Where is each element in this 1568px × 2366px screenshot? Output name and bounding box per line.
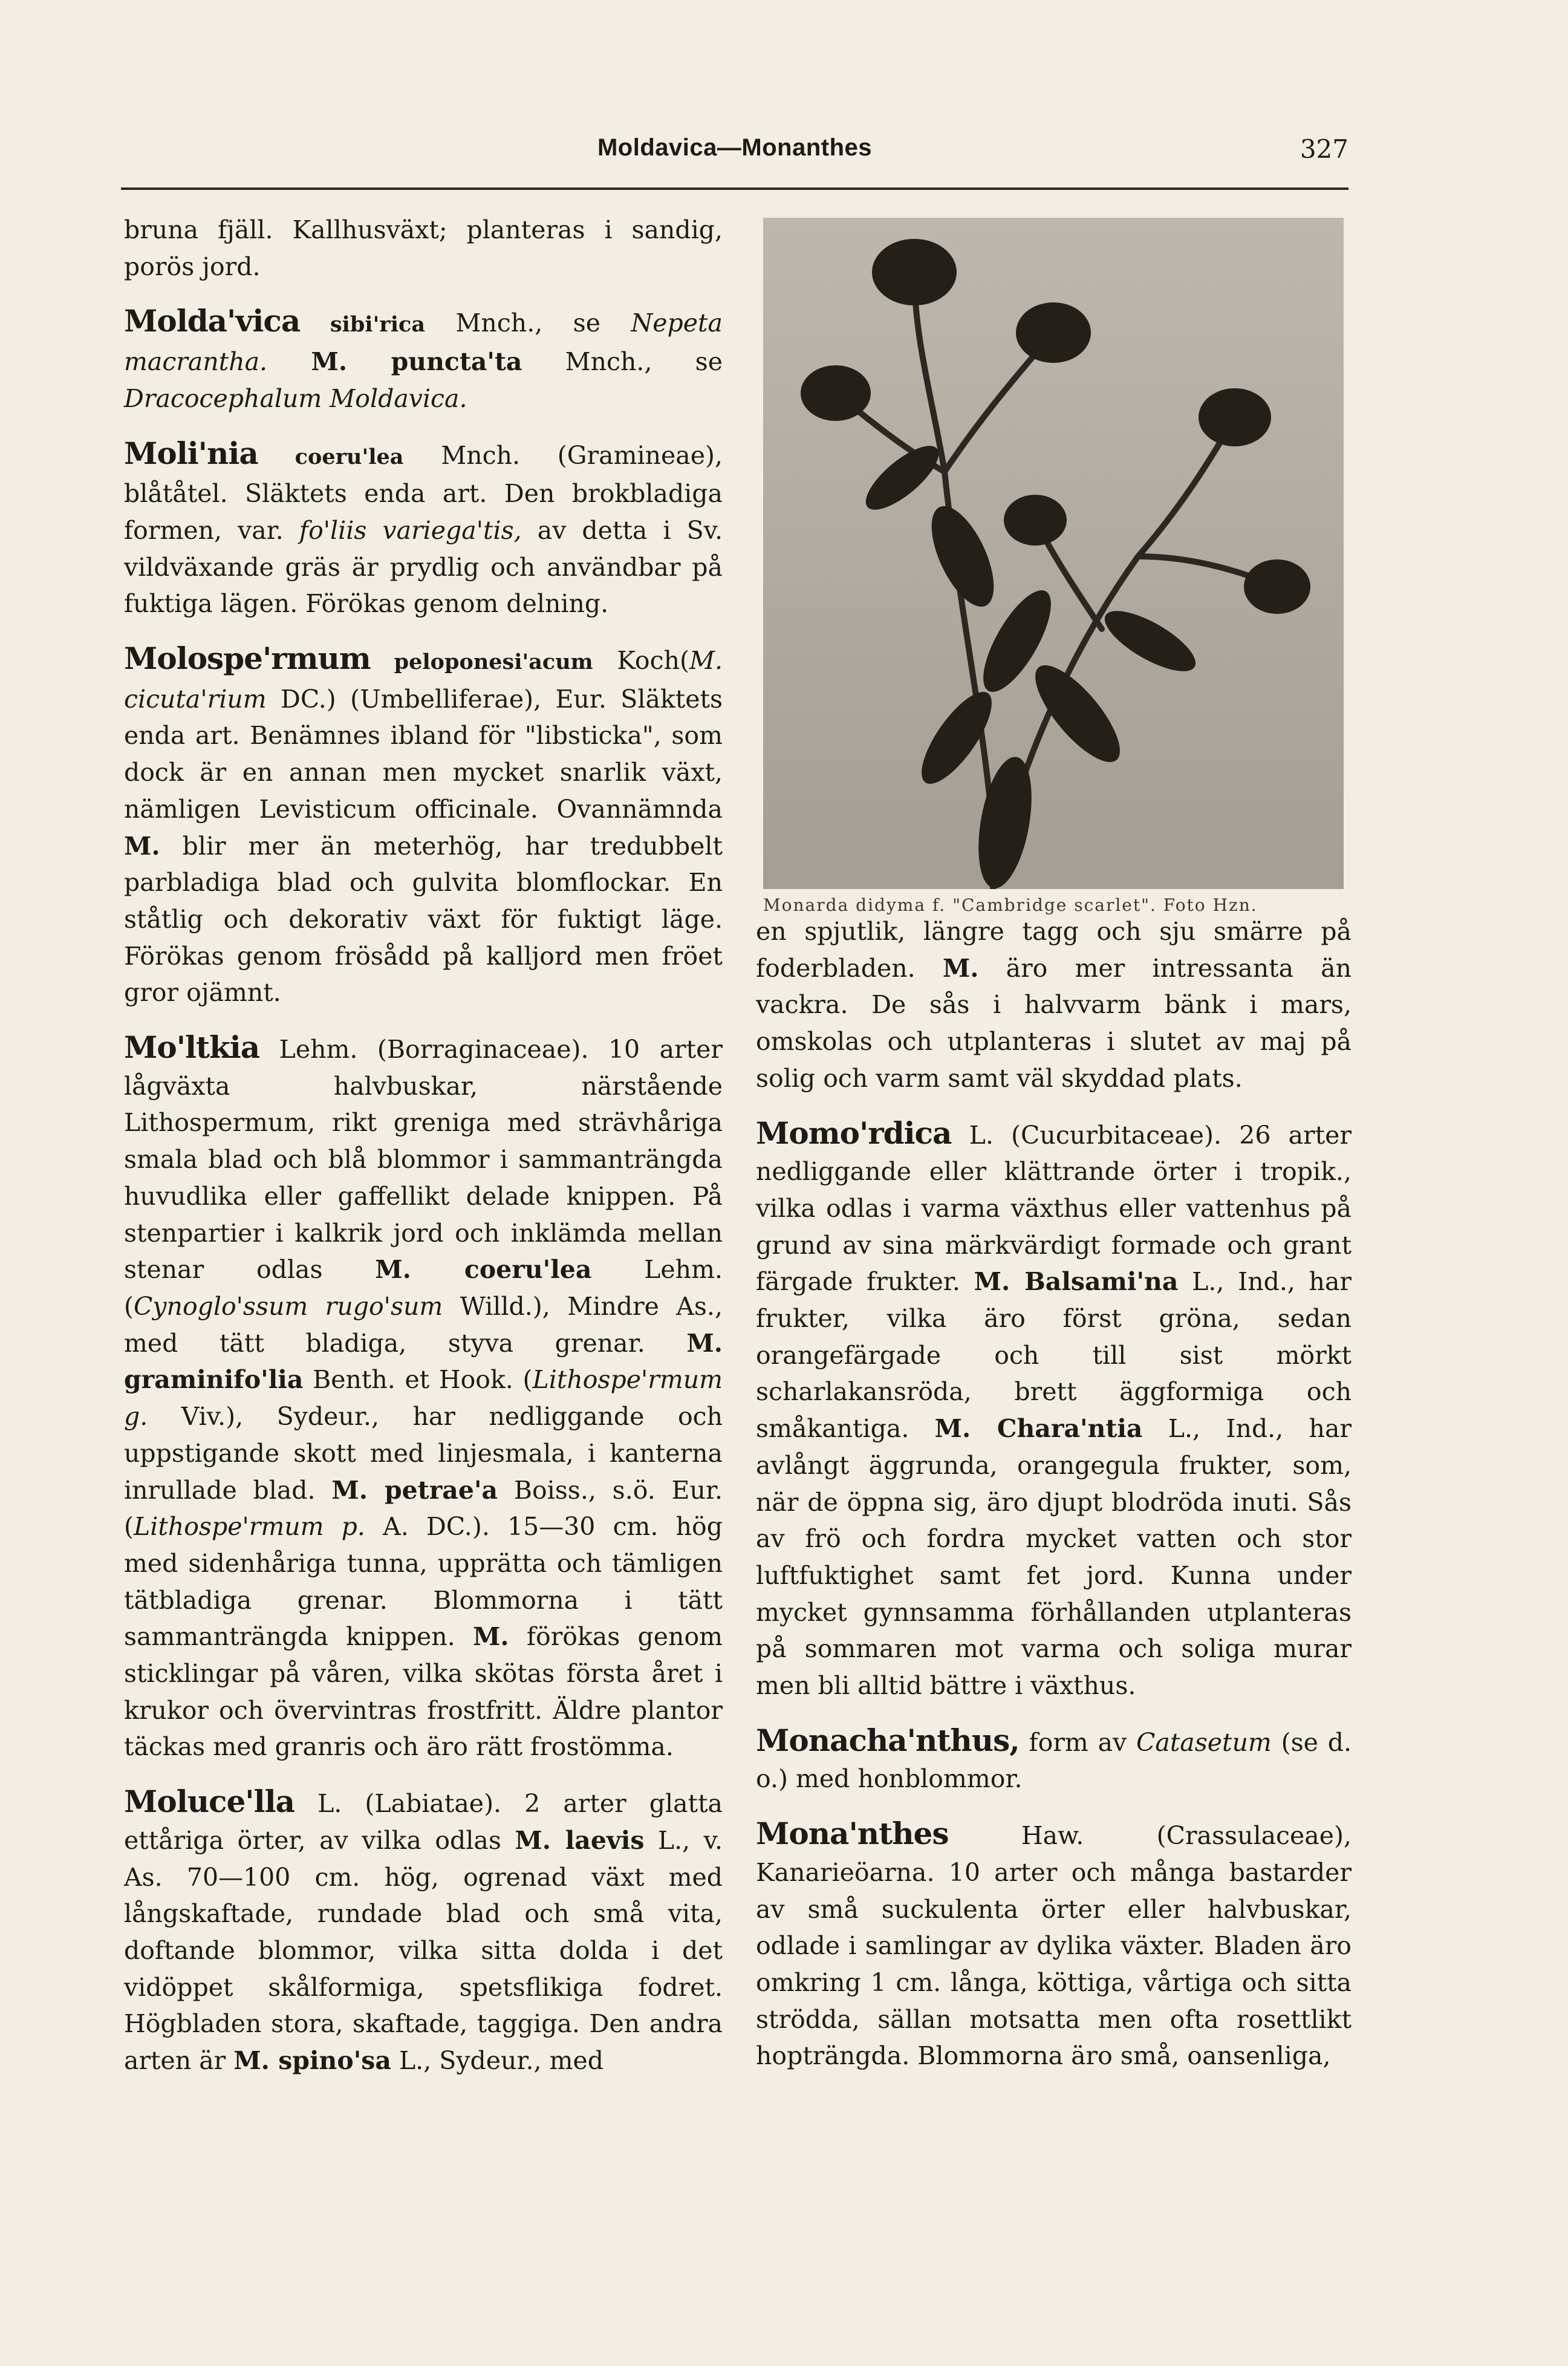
entry-momordica — [756, 1115, 1352, 1704]
species-name: coeru'lea — [258, 444, 404, 469]
page-number: 327 — [1300, 134, 1348, 164]
entry-moluccella — [124, 1784, 723, 2079]
photo-caption: Monarda didyma f. "Cambridge scarlet". Foto Hzn. — [763, 895, 1258, 915]
species-name: M. petrae'a — [331, 1475, 498, 1505]
entry-moldavica — [124, 303, 723, 417]
entry-headword: Momo'rdica — [756, 1115, 952, 1151]
entry-text: Benth. et Hook. ( — [303, 1365, 533, 1395]
entry-molinia — [124, 435, 723, 623]
entry-headword: Molospe'rmum — [124, 640, 371, 677]
species-name: M. puncta'ta — [267, 347, 522, 377]
entry-text: L. (Cucurbitaceae). 26 arter nedliggande eller klättrande örter i tropik., vilka odlas i varma växthus eller vattenhus på grund av sina märkvärdigt formade och grant färgade frukter. — [756, 1120, 1352, 1297]
entry-italic: M. cicuta'rium — [124, 646, 723, 714]
entry-continuation — [124, 212, 723, 285]
species-name: sibi'rica — [300, 312, 426, 337]
entry-italic: Cynoglo'ssum rugo'sum — [134, 1291, 443, 1321]
right-column — [756, 913, 1352, 2093]
entry-continuation — [756, 913, 1352, 1097]
entry-text: av detta i Sv. vildväxande gräs är prydlig och användbar på fuktiga lägen. Förökas genom delning. — [124, 515, 723, 619]
entry-text: form av — [1019, 1727, 1136, 1757]
entry-headword: Monacha'nthus, — [756, 1722, 1020, 1758]
entry-text: Viv.), Sydeur., har nedliggande och uppstigande skott med linjesmala, i kanterna inrullade blad. — [124, 1402, 723, 1505]
monarda-photo-illustration — [763, 218, 1344, 889]
entry-text: förökas genom sticklingar på våren, vilka skötas första året i krukor och övervintras frostfritt. Äldre plantor täckas med granris och äro rätt frostömma. — [124, 1622, 723, 1762]
genus-abbrev: M. — [472, 1622, 509, 1652]
species-name: M. Chara'ntia — [934, 1414, 1143, 1444]
entry-monanthes — [756, 1816, 1352, 2074]
entry-italic: fo'liis variega'tis, — [299, 515, 522, 545]
running-title: Moldavica—Monanthes — [597, 134, 872, 161]
species-name: M. spino'sa — [233, 2046, 391, 2076]
entry-molospermum — [124, 640, 723, 1011]
entry-headword: Molda'vica — [124, 303, 301, 339]
entry-text: A. DC.). 15—30 cm. hög med sidenhåriga tunna, upprätta och tämligen tätbladiga grenar. Blommorna i tätt sammanträngda knippen. — [124, 1512, 723, 1652]
entry-text: Willd.), Mindre As., med tätt bladiga, styva grenar. — [124, 1291, 723, 1358]
entry-italic: Lithospe'rmum p. — [134, 1512, 365, 1542]
entry-moltkia — [124, 1029, 723, 1765]
header-rule — [121, 187, 1348, 190]
plant-photo — [763, 218, 1344, 889]
species-name: M. graminifo'lia — [124, 1328, 723, 1395]
species-name: M. laevis — [515, 1825, 645, 1855]
entry-headword: Mo'ltkia — [124, 1029, 260, 1066]
left-column — [124, 212, 723, 2097]
entry-text: en spjutlik, längre tagg och sju smärre på foderbladen. — [756, 917, 1352, 983]
entry-text: äro mer intressanta än vackra. De sås i halvvarm bänk i mars, omskolas och utplanteras i slutet av maj på solig och varm samt väl skyddad plats. — [756, 953, 1352, 1093]
entry-italic: Catasetum — [1136, 1727, 1272, 1757]
entry-headword: Moluce'lla — [124, 1784, 294, 1820]
entry-text: Mnch., se — [425, 308, 631, 338]
entry-text: (se d. o.) med honblommor. — [756, 1727, 1352, 1794]
genus-abbrev: M. — [124, 831, 160, 861]
entry-italic: Dracocephalum Moldavica. — [124, 383, 467, 413]
entry-text: Koch( — [593, 646, 689, 676]
genus-abbrev: M. — [942, 953, 979, 983]
species-name: peloponesi'acum — [370, 650, 593, 675]
species-name: M. coeru'lea — [375, 1255, 592, 1285]
species-name: M. Balsami'na — [974, 1267, 1179, 1297]
entry-text: L., Ind., har frukter, vilka äro först gröna, sedan orangefärgade och till sist mörkt scharlakansröda, brett äggformiga och småkantiga. — [756, 1267, 1352, 1444]
entry-text: Haw. (Crassulaceae), Kanarieöarna. 10 arter och många bastarder av små suckulenta örter eller halvbuskar, odlade i samlingar av dylika växter. Bladen äro omkring 1 cm. långa, köttiga, vårtiga och sitta strödda, sällan motsatta men ofta rosettlikt hopträngda. Blommorna äro små, oansenliga, — [756, 1821, 1352, 2071]
entry-text: DC.) (Umbelliferae), Eur. Släktets enda art. Benämnes ibland för "libsticka", som dock är en annan men mycket snarlik växt, nämligen Levisticum officinale. Ovannämnda — [124, 684, 723, 824]
entry-text: L., v. As. 70—100 cm. hög, ogrenad växt med långskaftade, rundade blad och små vita, doftande blommor, vilka sitta dolda i det vidöppet skålformiga, spetsflikiga fodret. Högbladen stora, skaftade, taggiga. Den andra arten är — [124, 1825, 723, 2076]
entry-monacanthus — [756, 1722, 1352, 1797]
entry-text: L., Ind., har avlångt äggrunda, orangegula frukter, som, när de öppna sig, äro djupt blodröda inuti. Sås av frö och fordra mycket vatten och stor luftfuktighet samt fet jord. Kunna under mycket gynnsamma förhållanden utplanteras på sommaren mot varma och soliga murar men bli alltid bättre i växthus. — [756, 1414, 1352, 1701]
entry-text: Lehm. (Borraginaceae). 10 arter lågväxta halvbuskar, närstående Lithospermum, rikt greniga med strävhåriga smala blad och blå blommor i sammanträngda huvudlika eller gaffellikt delade knippen. På stenpartier i kalkrik jord och inklämda mellan stenar odlas — [124, 1035, 723, 1285]
entry-text: L., Sydeur., med — [391, 2046, 604, 2076]
entry-italic: Lithospe'rmum g. — [124, 1365, 723, 1432]
entry-text: Boiss., s.ö. Eur. ( — [124, 1475, 723, 1542]
entry-text: bruna fjäll. Kallhusväxt; planteras i sandig, porös jord. — [124, 215, 723, 281]
entry-italic: Nepeta macrantha. — [124, 308, 723, 377]
entry-headword: Mona'nthes — [756, 1816, 949, 1852]
entry-text: Mnch. (Gramineae), blåtåtel. Släktets enda art. Den brokbladiga formen, var. — [124, 440, 723, 545]
entry-text: blir mer än meterhög, har tredubbelt parbladiga blad och gulvita blomflockar. En ståtlig och dekorativ växt för fuktigt läge. Förökas genom frösådd på kalljord men fröet gror ojämnt. — [124, 831, 723, 1008]
entry-text: Lehm. ( — [124, 1255, 723, 1321]
running-header — [121, 134, 1348, 177]
entry-text: L. (Labiatae). 2 arter glatta ettåriga örter, av vilka odlas — [124, 1789, 723, 1855]
entry-headword: Moli'nia — [124, 435, 258, 471]
entry-text: Mnch., se — [522, 347, 723, 377]
